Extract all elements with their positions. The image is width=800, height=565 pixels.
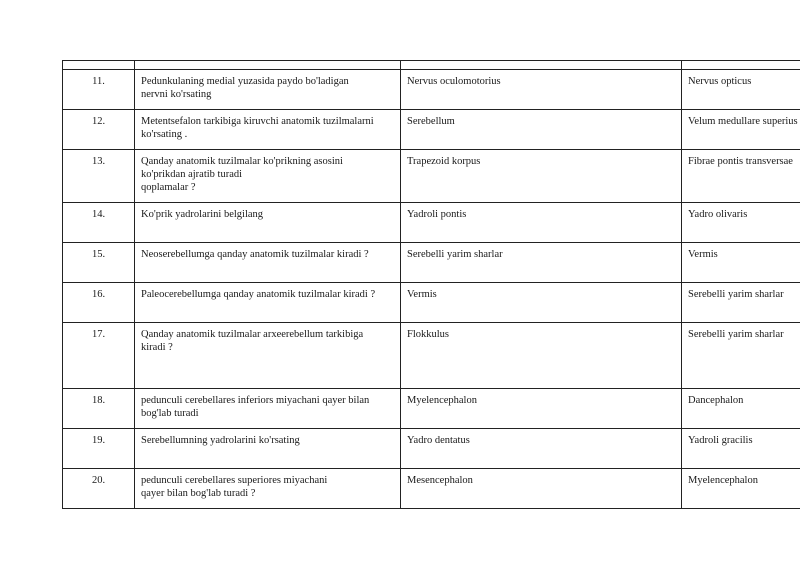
question-number: 16.	[63, 283, 135, 323]
question-line: ko'rsating .	[141, 129, 188, 140]
answer-option-1: Myelencephalon	[401, 389, 682, 429]
question-text	[135, 469, 401, 509]
header-cell	[401, 61, 682, 70]
header-cell	[135, 61, 401, 70]
answer-option-1: Yadroli pontis	[401, 203, 682, 243]
question-line: Ko'prik yadrolarini belgilang	[141, 209, 264, 220]
answer-option-1: Flokkulus	[401, 323, 682, 389]
answer-option-2: Nervus opticus	[682, 70, 800, 110]
table-row	[63, 203, 800, 243]
question-number: 20.	[63, 469, 135, 509]
question-line: kiradi ?	[141, 342, 173, 353]
answer-option-1: Trapezoid korpus	[401, 150, 682, 203]
header-cell	[63, 61, 135, 70]
question-line: pedunculi cerebellares inferiors miyachani qayer bilan	[141, 395, 370, 406]
answer-option-2: Yadroli gracilis	[682, 429, 800, 469]
question-line: pedunculi cerebellares superiores miyachani	[141, 475, 328, 486]
question-text	[135, 283, 401, 323]
table-row	[63, 243, 800, 283]
question-line: qoplamalar ?	[141, 182, 196, 193]
table-row	[63, 110, 800, 150]
header-cell	[682, 61, 800, 70]
question-text	[135, 70, 401, 110]
answer-option-2: Fibrae pontis transversae	[682, 150, 800, 203]
answer-option-2: Dancephalon	[682, 389, 800, 429]
table-row	[63, 283, 800, 323]
answer-option-1: Nervus oculomotorius	[401, 70, 682, 110]
answer-option-2: Serebelli yarim sharlar	[682, 323, 800, 389]
question-text	[135, 110, 401, 150]
table-row	[63, 469, 800, 509]
question-number: 19.	[63, 429, 135, 469]
question-line: Paleocerebellumga qanday anatomik tuzilmalar kiradi ?	[141, 289, 376, 300]
question-line: Qanday anatomik tuzilmalar ko'prikning asosini	[141, 156, 343, 167]
answer-option-2: Myelencephalon	[682, 469, 800, 509]
question-line: bog'lab turadi	[141, 408, 199, 419]
question-line: Metentsefalon tarkibiga kiruvchi anatomik tuzilmalarni	[141, 116, 374, 127]
question-line: nervni ko'rsating	[141, 89, 212, 100]
question-number: 18.	[63, 389, 135, 429]
answer-option-1: Serebelli yarim sharlar	[401, 243, 682, 283]
answer-option-2: Velum medullare superius	[682, 110, 800, 150]
answer-option-2: Vermis	[682, 243, 800, 283]
question-text	[135, 323, 401, 389]
table-row	[63, 150, 800, 203]
answer-option-1: Serebellum	[401, 110, 682, 150]
question-line: Serebellumning yadrolarini ko'rsating	[141, 435, 300, 446]
question-number: 11.	[63, 70, 135, 110]
question-number: 12.	[63, 110, 135, 150]
question-line: qayer bilan bog'lab turadi ?	[141, 488, 256, 499]
answer-option-1: Vermis	[401, 283, 682, 323]
question-text	[135, 243, 401, 283]
question-number: 14.	[63, 203, 135, 243]
answer-option-2: Serebelli yarim sharlar	[682, 283, 800, 323]
question-number: 15.	[63, 243, 135, 283]
question-line: ko'prikdan ajratib turadi	[141, 169, 243, 180]
question-text	[135, 203, 401, 243]
questions-table	[62, 60, 800, 509]
question-text	[135, 429, 401, 469]
question-number: 17.	[63, 323, 135, 389]
answer-option-1: Yadro dentatus	[401, 429, 682, 469]
table-row	[63, 389, 800, 429]
header-row	[63, 61, 800, 70]
questions-table-container	[62, 60, 800, 513]
question-number: 13.	[63, 150, 135, 203]
table-row	[63, 70, 800, 110]
question-text	[135, 150, 401, 203]
question-line: Neoserebellumga qanday anatomik tuzilmalar kiradi ?	[141, 249, 369, 260]
answer-option-2: Yadro olivaris	[682, 203, 800, 243]
question-line: Qanday anatomik tuzilmalar arxeerebellum tarkibiga	[141, 329, 364, 340]
question-text	[135, 389, 401, 429]
table-row	[63, 323, 800, 389]
table-row	[63, 429, 800, 469]
question-line: Pedunkulaning medial yuzasida paydo bo'ladigan	[141, 76, 349, 87]
answer-option-1: Mesencephalon	[401, 469, 682, 509]
